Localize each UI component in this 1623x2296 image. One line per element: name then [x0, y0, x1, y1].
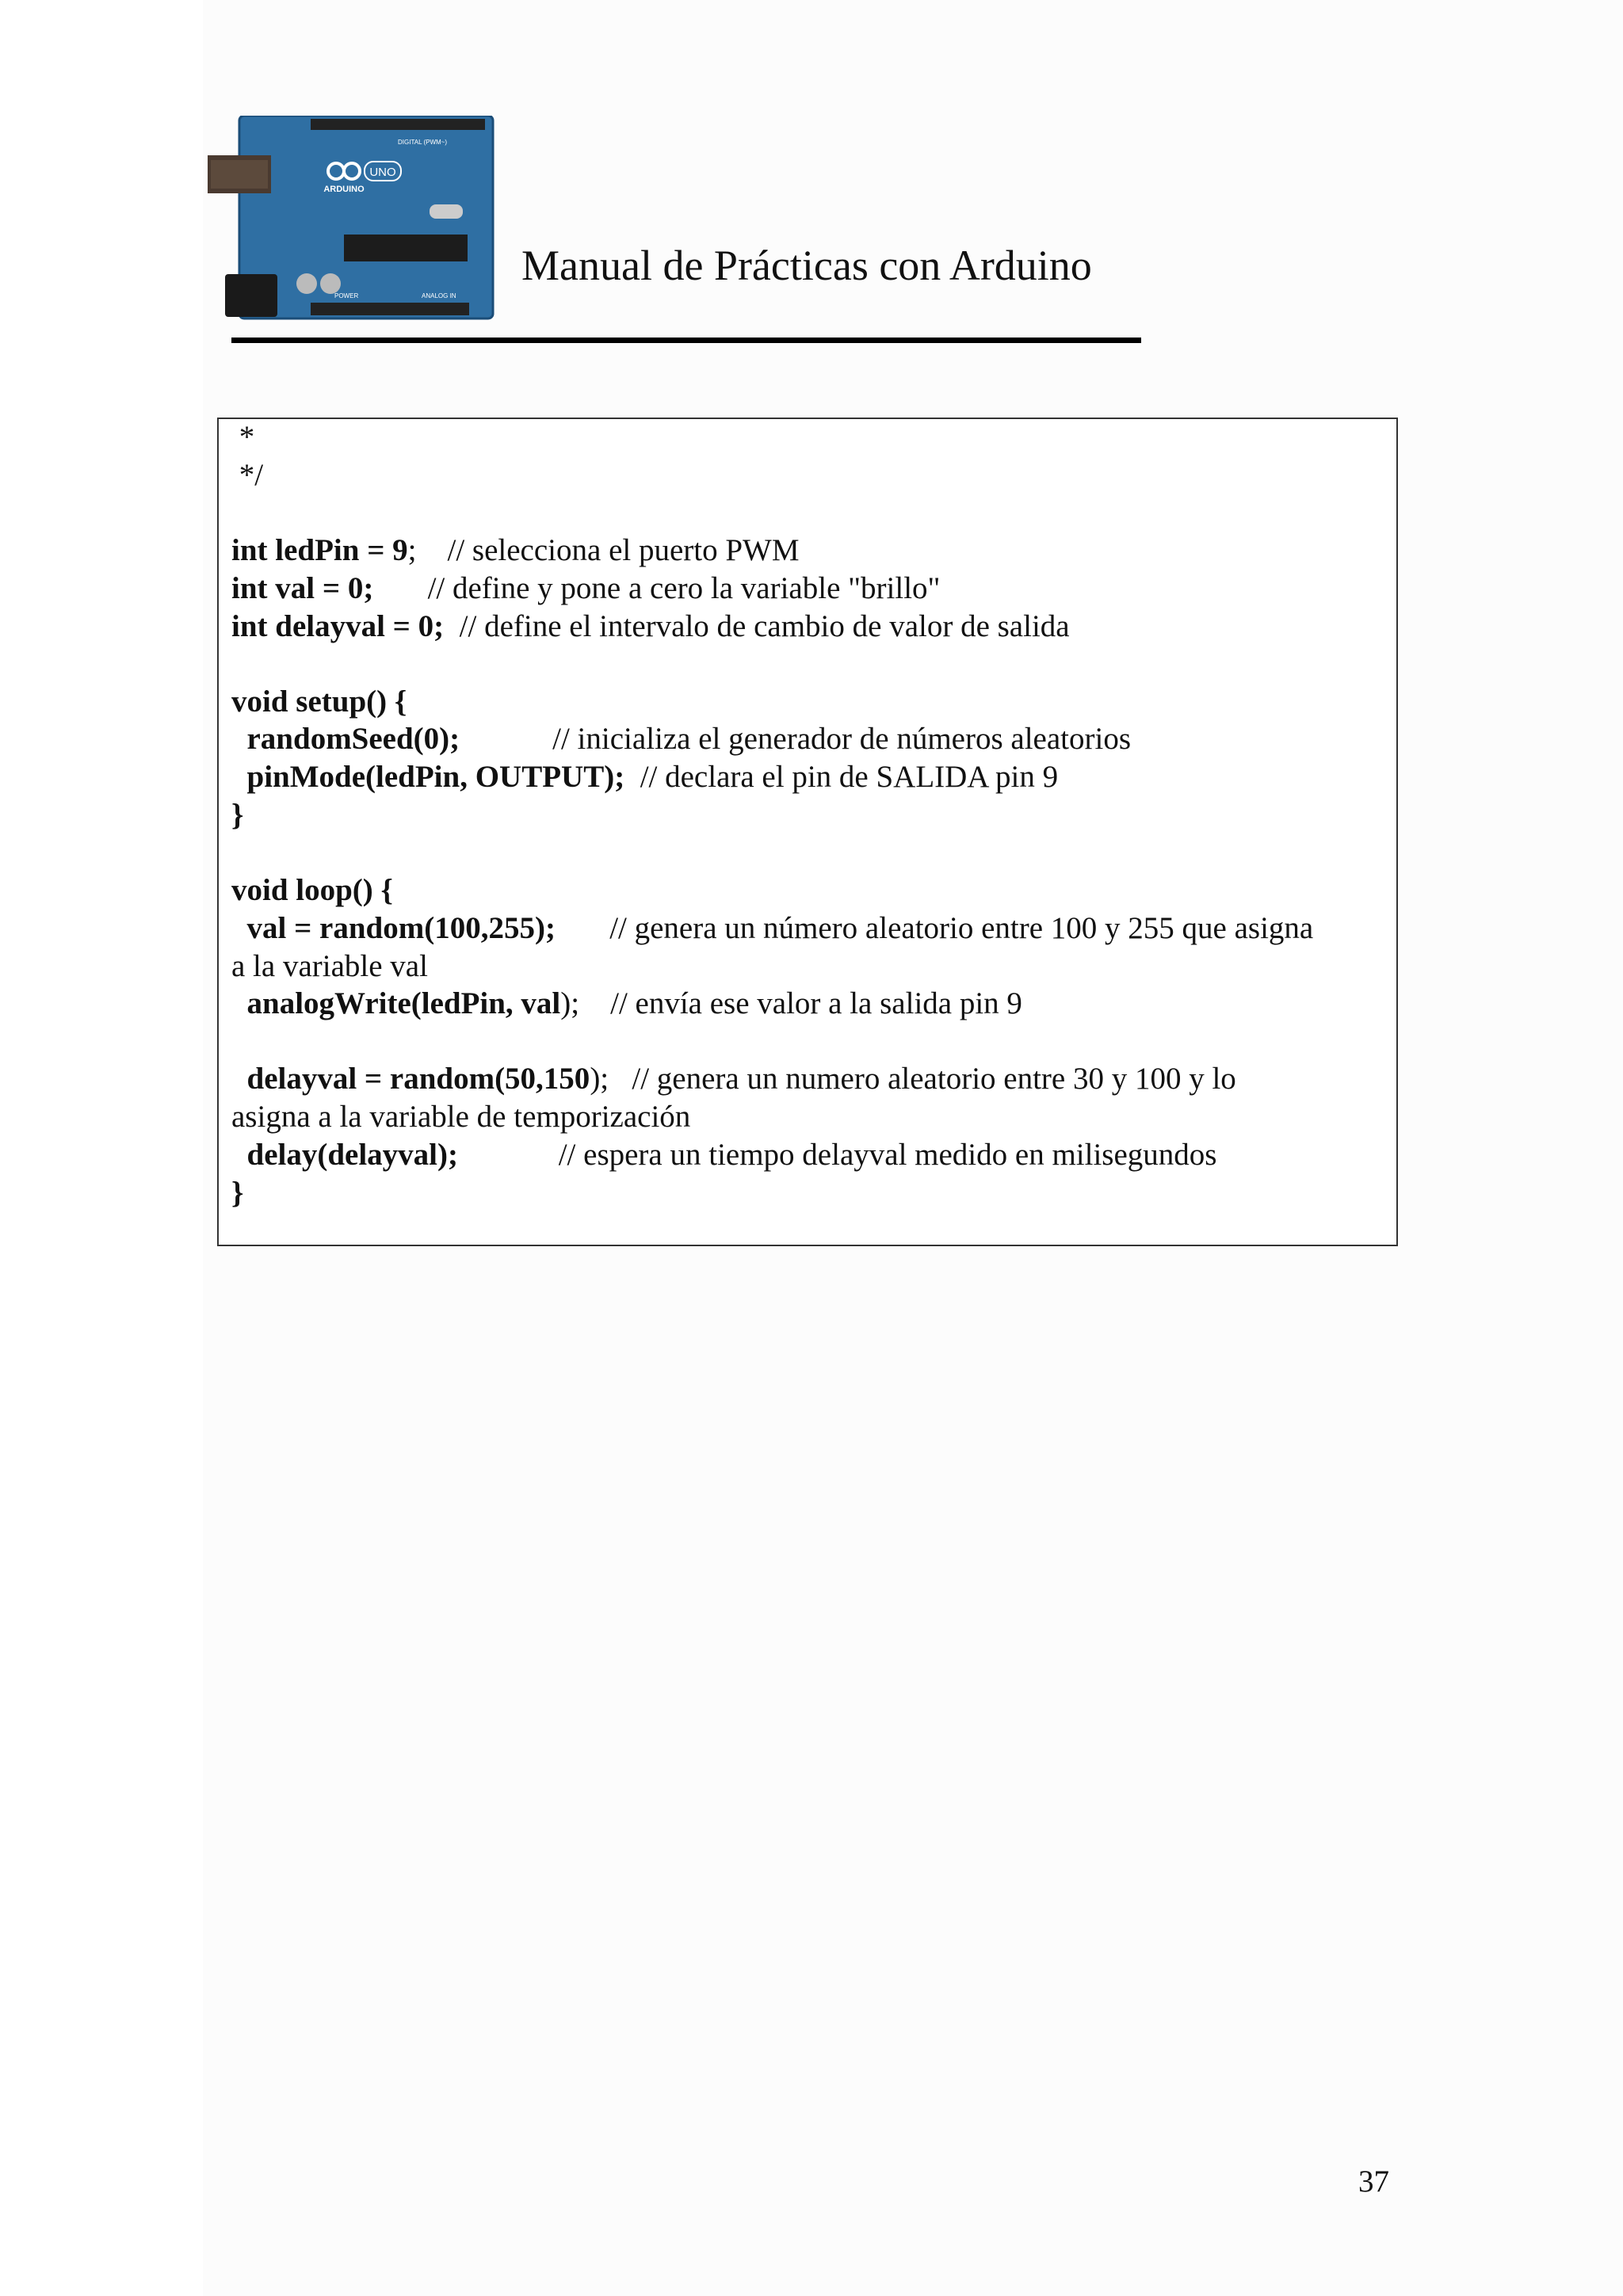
page-number: 37: [1358, 2164, 1389, 2199]
board-analog-label: ANALOG IN: [422, 292, 456, 299]
code-comment-segment: *: [231, 420, 255, 454]
board-model-label: UNO: [369, 166, 396, 179]
board-power-label: POWER: [334, 292, 359, 299]
code-comment-segment: a la variable val: [231, 949, 428, 983]
code-keyword-segment: void loop() {: [231, 873, 393, 907]
code-line: [231, 761, 1058, 792]
code-keyword-segment: int val = 0;: [231, 571, 374, 605]
code-line: [231, 686, 407, 717]
code-comment-segment: // define y pone a cero la variable "brillo": [373, 571, 941, 605]
code-keyword-segment: int ledPin = 9: [231, 533, 408, 567]
code-keyword-segment: analogWrite(ledPin, val: [231, 986, 561, 1020]
code-keyword-segment: int delayval = 0;: [231, 609, 445, 643]
board-digital-label: DIGITAL (PWM~): [398, 139, 447, 146]
code-line: [231, 535, 800, 566]
code-line: [231, 1139, 1216, 1170]
code-line: [231, 1177, 243, 1208]
code-line: [231, 421, 254, 452]
code-comment-segment: */: [231, 458, 264, 492]
code-comment-segment: ; // selecciona el puerto PWM: [407, 533, 800, 567]
page-header-title: Manual de Prácticas con Arduino: [521, 242, 1092, 289]
code-comment-segment: ); // genera un numero aleatorio entre 30 y 100 y lo: [590, 1062, 1236, 1096]
code-line: [231, 1101, 690, 1132]
code-line: [231, 913, 1313, 944]
code-line: [231, 875, 393, 906]
header-divider: [231, 338, 1141, 343]
code-line: [231, 951, 428, 982]
code-keyword-segment: void setup() {: [231, 685, 407, 719]
code-comment-segment: // espera un tiempo delayval medido en milisegundos: [457, 1138, 1217, 1172]
code-comment-segment: // define el intervalo de cambio de valor de salida: [444, 609, 1070, 643]
code-keyword-segment: delayval = random(50,150: [231, 1062, 590, 1096]
code-keyword-segment: }: [231, 798, 244, 832]
board-brand-label: ARDUINO: [323, 185, 365, 194]
code-line: [231, 799, 243, 830]
code-line: [231, 1063, 1236, 1094]
code-keyword-segment: randomSeed(0);: [231, 722, 460, 756]
code-keyword-segment: val = random(100,255);: [231, 911, 556, 945]
code-comment-segment: // declara el pin de SALIDA pin 9: [624, 760, 1059, 794]
code-line: [231, 988, 1022, 1019]
code-comment-segment: // genera un número aleatorio entre 100 y 255 que asigna: [555, 911, 1314, 945]
code-line: [231, 573, 940, 604]
code-keyword-segment: delay(delayval);: [231, 1138, 458, 1172]
code-line: [231, 723, 1131, 754]
code-comment-segment: // inicializa el generador de números aleatorios: [460, 722, 1132, 756]
code-comment-segment: ); // envía ese valor a la salida pin 9: [560, 986, 1022, 1020]
code-keyword-segment: }: [231, 1176, 244, 1210]
code-keyword-segment: pinMode(ledPin, OUTPUT);: [231, 760, 625, 794]
code-line: [231, 611, 1070, 642]
arduino-uno-board-image: [208, 116, 502, 320]
code-line: [231, 460, 263, 490]
code-comment-segment: asigna a la variable de temporización: [231, 1100, 691, 1134]
